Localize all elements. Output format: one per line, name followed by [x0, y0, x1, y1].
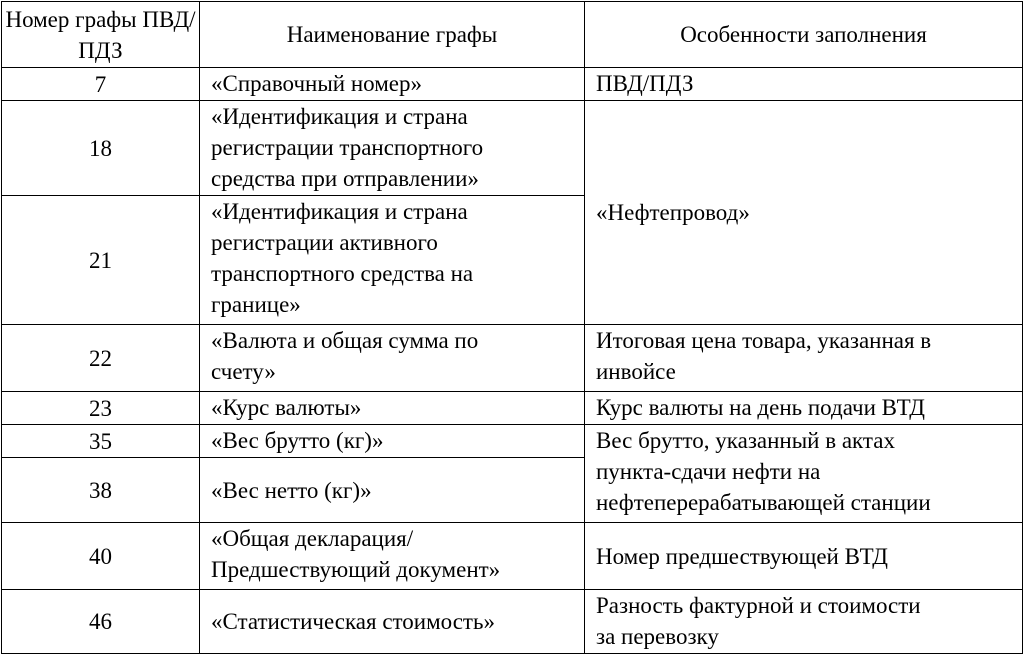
- graph-number: 40: [2, 523, 200, 590]
- table-row: [2, 425, 1023, 458]
- graph-name: «Вес брутто (кг)»: [200, 425, 585, 458]
- graph-name: «Идентификация и страна регистрации активного транспортного средства на границе»: [200, 196, 585, 325]
- graph-number: 35: [2, 425, 200, 458]
- graph-number: 22: [2, 325, 200, 392]
- table-row: [2, 523, 1023, 590]
- graph-name: «Курс валюты»: [200, 392, 585, 425]
- graph-number: 46: [2, 590, 200, 654]
- graph-name: «Валюта и общая сумма по счету»: [200, 325, 585, 392]
- header-graph-number: Номер графы ПВД/ПДЗ: [2, 2, 200, 68]
- graph-table: [1, 1, 1023, 654]
- fill-note: Вес брутто, указанный в актах пункта-сдачи нефти на нефтеперерабатывающей станции: [585, 425, 1023, 523]
- header-graph-name: Наименование графы: [200, 2, 585, 68]
- graph-name: «Общая декларация/ Предшествующий документ»: [200, 523, 585, 590]
- header-fill-notes: Особенности заполнения: [585, 2, 1023, 68]
- table-row: [2, 325, 1023, 392]
- graph-number: 21: [2, 196, 200, 325]
- fill-note: ПВД/ПДЗ: [585, 68, 1023, 101]
- table-row: [2, 101, 1023, 196]
- fill-note: Курс валюты на день подачи ВТД: [585, 392, 1023, 425]
- graph-name: «Идентификация и страна регистрации транспортного средства при отправлении»: [200, 101, 585, 196]
- header-row: [2, 2, 1023, 68]
- graph-name: «Вес нетто (кг)»: [200, 458, 585, 523]
- graph-number: 38: [2, 458, 200, 523]
- fill-note: Итоговая цена товара, указанная в инвойсе: [585, 325, 1023, 392]
- graph-number: 23: [2, 392, 200, 425]
- table-row: [2, 68, 1023, 101]
- graph-name: «Справочный номер»: [200, 68, 585, 101]
- table-row: [2, 590, 1023, 654]
- graph-number: 7: [2, 68, 200, 101]
- graph-name: «Статистическая стоимость»: [200, 590, 585, 654]
- fill-note: Разность фактурной и стоимости за перевозку: [585, 590, 1023, 654]
- fill-note: «Нефтепровод»: [585, 101, 1023, 325]
- fill-note: Номер предшествующей ВТД: [585, 523, 1023, 590]
- graph-number: 18: [2, 101, 200, 196]
- table-row: [2, 392, 1023, 425]
